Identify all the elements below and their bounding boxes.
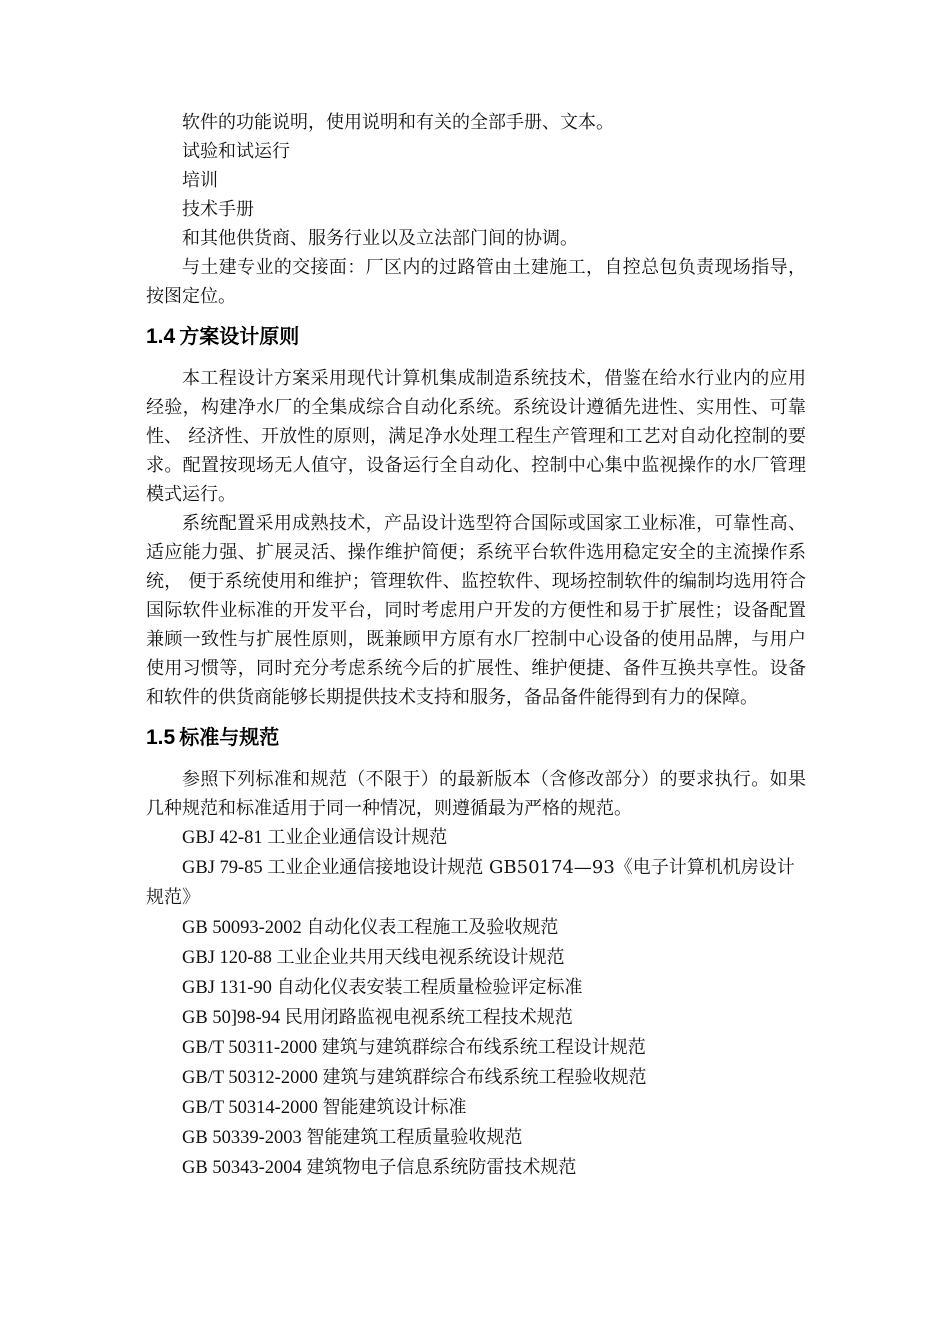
standard-name: 自动化仪表工程施工及验收规范 (306, 917, 559, 938)
standard-item (146, 1063, 806, 1093)
body-paragraph: 参照下列标准和规范（不限于）的最新版本（含修改部分）的要求执行。如果几种规范和标准适用于同一种情况，则遵循最为严格的规范。 (146, 769, 806, 819)
standard-name: 智能建筑设计标准 (322, 1097, 467, 1118)
standard-item (146, 1003, 806, 1033)
standard-item (146, 1123, 806, 1153)
section-number: 1.4 (146, 325, 176, 348)
section-title: 方案设计原则 (179, 324, 300, 348)
standard-name: 建筑与建筑群综合布线系统工程验收规范 (322, 1067, 647, 1088)
standard-code: GB 50339-2003 (182, 1128, 302, 1148)
section-heading-1-5 (146, 720, 806, 755)
section-number: 1.5 (146, 726, 176, 749)
standard-code: GB 50093-2002 (182, 918, 302, 938)
standard-code: GB/T 50311-2000 (182, 1038, 318, 1058)
standard-name: 民用闭路监视电视系统工程技术规范 (284, 1007, 573, 1028)
standard-code: GBJ 79-85 (182, 858, 263, 878)
standard-name: 工业企业共用天线电视系统设计规范 (276, 947, 565, 968)
standard-item (146, 1093, 806, 1123)
standard-code: GB/T 50314-2000 (182, 1098, 318, 1118)
standard-item (146, 853, 806, 913)
standard-code: GBJ 42-81 (182, 828, 263, 848)
standard-code: GB 50]98-94 (182, 1008, 281, 1028)
body-paragraph: 本工程设计方案采用现代计算机集成制造系统技术，借鉴在给水行业内的应用经验，构建净水厂的全集成综合自动化系统。系统设计遵循先进性、实用性、可靠性、 经济性、开放性的原则，满足净水处理工程生产管理和工艺对自动化控制的要求。配置按现场无人值守，设备运行全自动化、控制中心集中监视操作的水厂管理模式运行。 (146, 368, 806, 505)
standard-item (146, 1033, 806, 1063)
document-page (146, 108, 806, 1183)
standard-code: GB/T 50312-2000 (182, 1068, 318, 1088)
standard-name: 建筑与建筑群综合布线系统工程设计规范 (321, 1037, 646, 1058)
standard-name: 自动化仪表安装工程质量检验评定标准 (276, 977, 583, 998)
body-paragraph: 系统配置采用成熟技术，产品设计选型符合国际或国家工业标准，可靠性高、适应能力强、扩展灵活、操作维护简便；系统平台软件选用稳定安全的主流操作系统， 便于系统使用和维护；管理软件、监控软件、现场控制软件的编制均选用符合国际软件业标准的开发平台，同时考虑用户开发的方便性和易于扩展性；设备配置兼顾一致性与扩展性原则，既兼顾甲方原有水厂控制中心设备的使用品牌，与用户使用习惯等，同时充分考虑系统今后的扩展性、维护便捷、备件互换共享性。设备和软件的供货商能够长期提供技术支持和服务，备品备件能得到有力的保障。 (146, 513, 806, 708)
standard-item (146, 823, 806, 853)
intro-line: 软件的功能说明，使用说明和有关的全部手册、文本。 (182, 112, 614, 133)
standard-code: GBJ 131-90 (182, 978, 272, 998)
standard-item (146, 943, 806, 973)
interface-paragraph: 与土建专业的交接面：厂区内的过路管由土建施工，自控总包负责现场指导，按图定位。 (146, 257, 806, 307)
standard-name: 工业企业通信接地设计规范 GB50174—93《电子计算机机房设计规范》 (146, 857, 795, 908)
standard-item (146, 973, 806, 1003)
standard-item (146, 913, 806, 943)
standard-code: GB 50343-2004 (182, 1158, 302, 1178)
standard-item (146, 1153, 806, 1183)
standard-code: GBJ 120-88 (182, 948, 272, 968)
standard-name: 工业企业通信设计规范 (267, 827, 448, 848)
section-heading-1-4 (146, 319, 806, 354)
standard-name: 智能建筑工程质量验收规范 (306, 1127, 523, 1148)
intro-line: 和其他供货商、服务行业以及立法部门间的协调。 (182, 228, 578, 249)
section-title: 标准与规范 (179, 725, 280, 749)
standard-name: 建筑物电子信息系统防雷技术规范 (306, 1157, 577, 1178)
intro-line: 培训 (182, 170, 218, 191)
intro-line: 技术手册 (182, 199, 254, 220)
intro-line: 试验和试运行 (182, 141, 290, 162)
